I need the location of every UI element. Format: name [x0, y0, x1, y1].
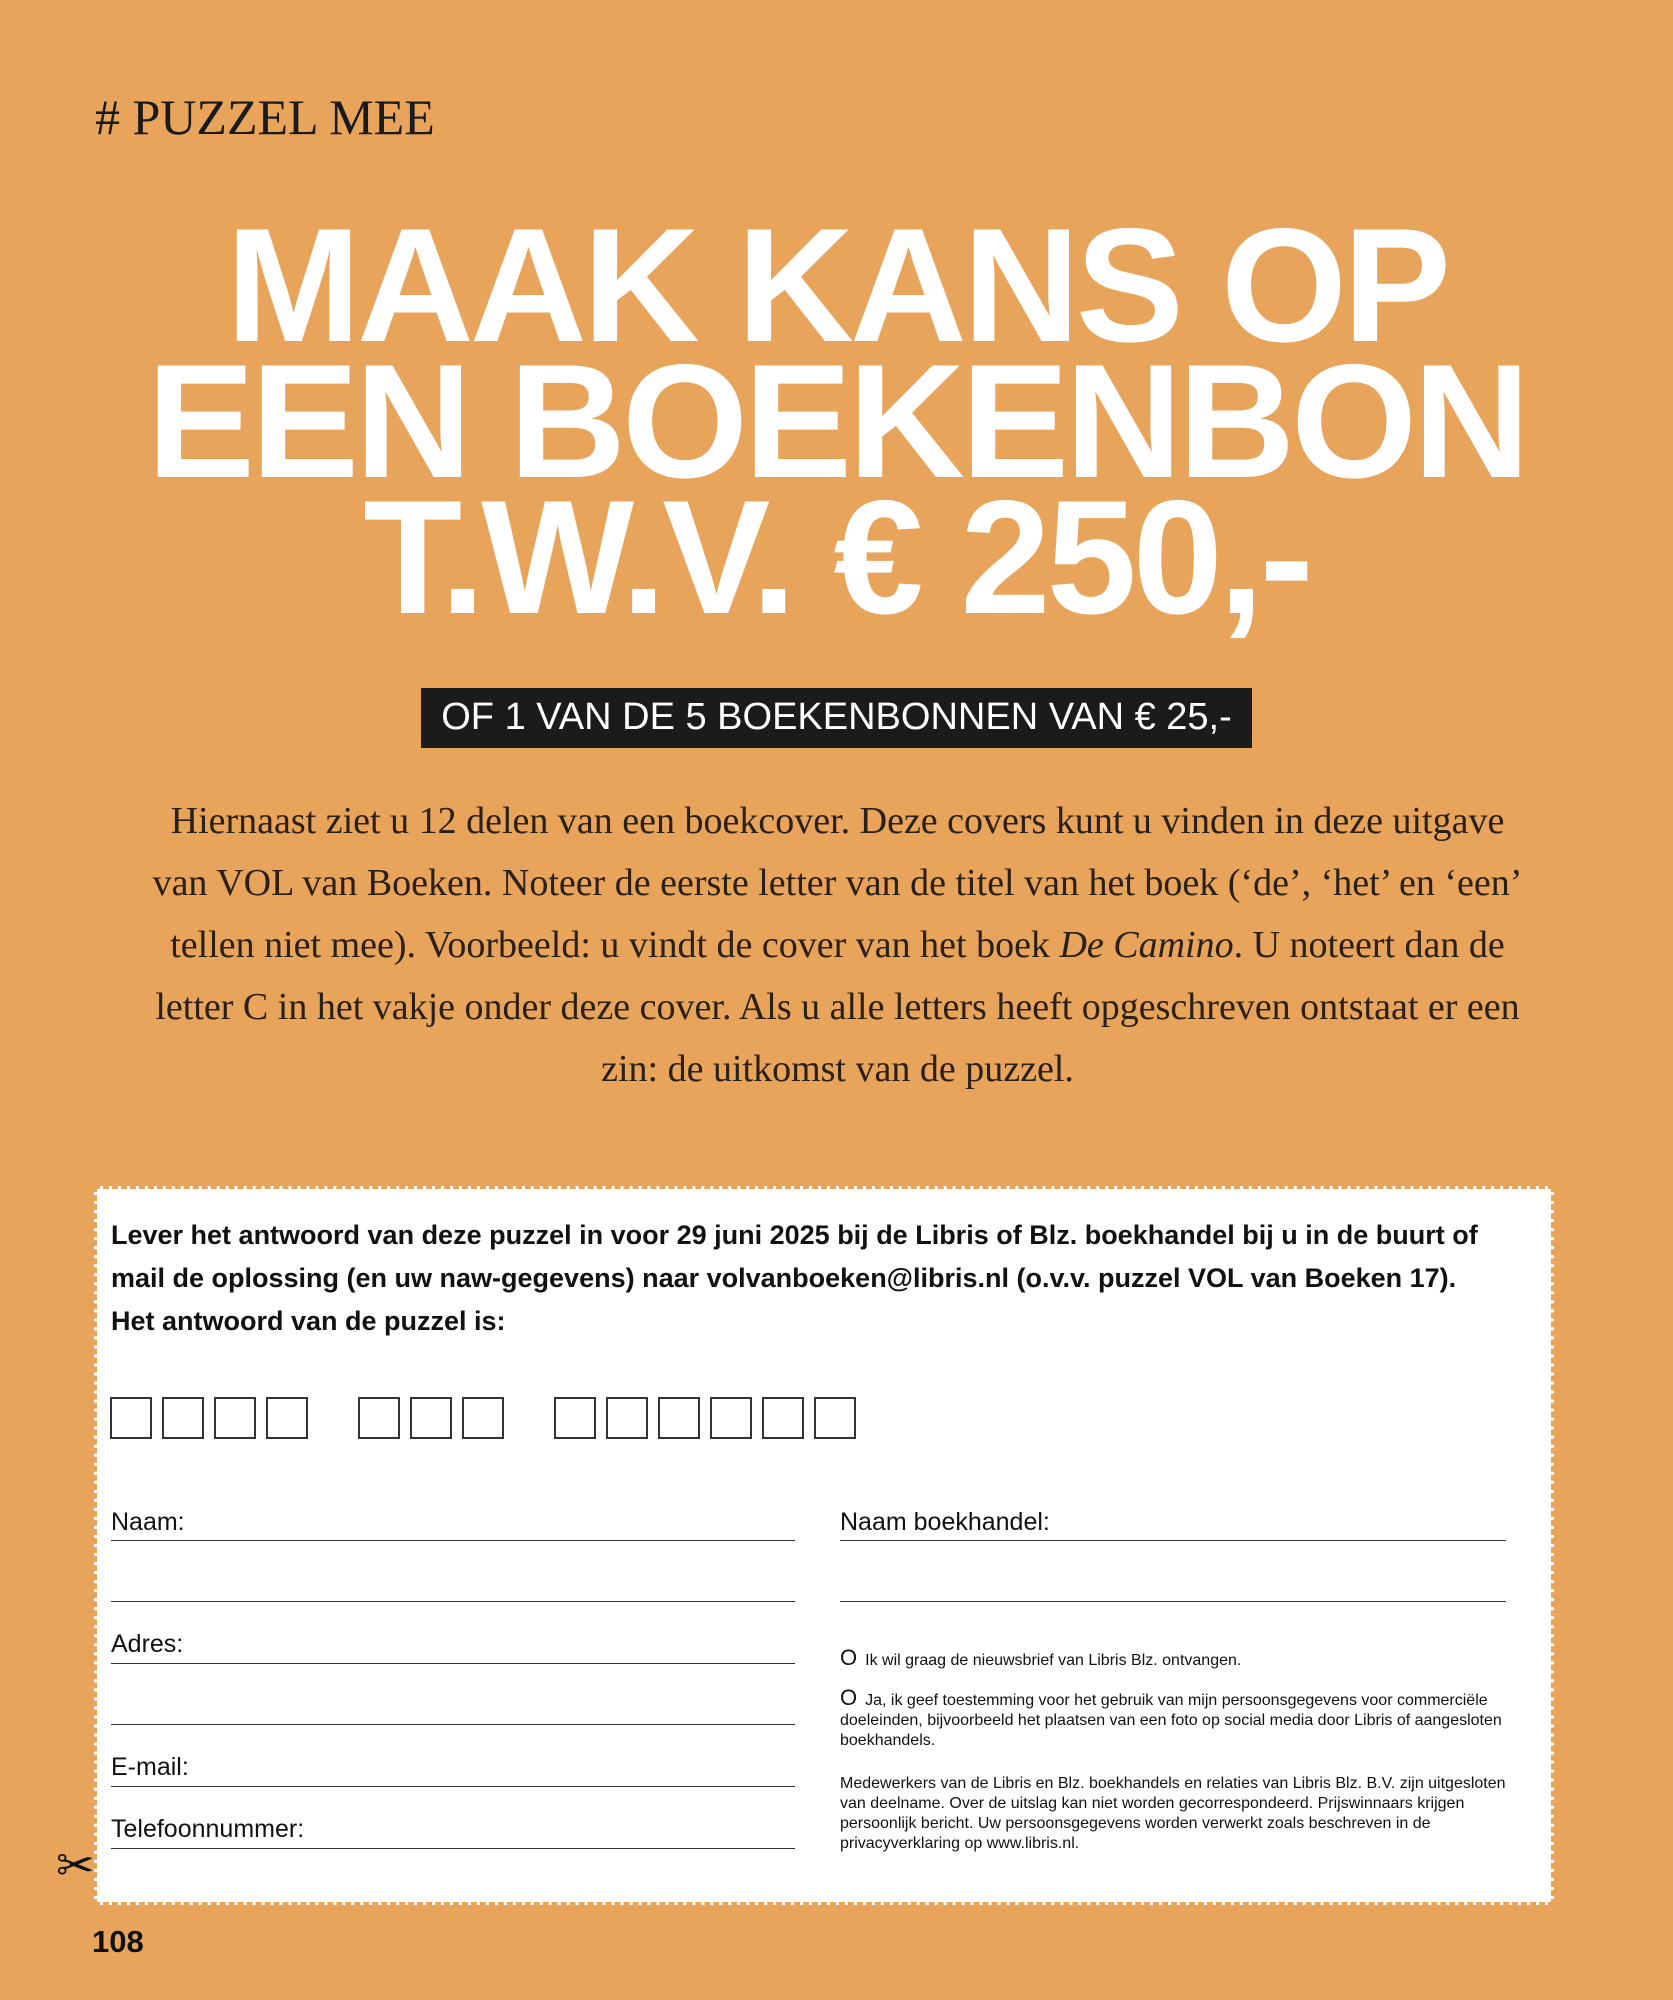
answer-letter-box[interactable] [710, 1397, 752, 1439]
email-label: E-mail: [111, 1753, 189, 1781]
answer-letter-box[interactable] [266, 1397, 308, 1439]
address-line-1[interactable] [111, 1663, 795, 1664]
headline-line-3: T.W.V. € 250,- [363, 467, 1310, 648]
answer-letter-box[interactable] [110, 1397, 152, 1439]
name-line-2[interactable] [111, 1601, 795, 1602]
name-line-1[interactable] [111, 1540, 795, 1541]
email-line[interactable] [111, 1786, 795, 1787]
answer-letter-box[interactable] [658, 1397, 700, 1439]
form-instructions [111, 1214, 1531, 1343]
address-label: Adres: [111, 1630, 184, 1658]
intro-text-2: . U noteert dan de letter C in het vakje onder deze cover. Als u alle letters heeft opgeschreven ontstaat er een zin: de uitkomst van de puzzel. [155, 924, 1520, 1090]
bookstore-line-2[interactable] [840, 1601, 1506, 1602]
bookstore-label: Naam boekhandel: [840, 1508, 1050, 1536]
answer-label: Het antwoord van de puzzel is: [111, 1306, 506, 1336]
consent-option[interactable] [840, 1685, 1530, 1751]
disclaimer: Medewerkers van de Libris en Blz. boekhandels en relaties van Libris Blz. B.V. zijn uitgesloten van deelname. Over de uitslag kan niet worden gecorrespondeerd. Prijswinnaars krijgen persoonlijk bericht. Uw persoonsgegevens worden verwerkt zoals beschreven in de privacyverklaring op www.libris.nl. [840, 1775, 1506, 1852]
answer-letter-box[interactable] [762, 1397, 804, 1439]
address-line-2[interactable] [111, 1724, 795, 1725]
instructions-line-2: mail de oplossing (en uw naw-gegevens) naar volvanboeken@libris.nl (o.v.v. puzzel VOL van Boeken 17). [111, 1263, 1457, 1293]
answer-letter-box[interactable] [358, 1397, 400, 1439]
headline-line-2: EEN BOEKENBON [146, 331, 1527, 512]
newsletter-text: Ik wil graag de nieuwsbrief van Libris Blz. ontvangen. [865, 1652, 1242, 1669]
answer-letter-box[interactable] [214, 1397, 256, 1439]
newsletter-option[interactable] [840, 1645, 1530, 1671]
intro-paragraph [140, 790, 1535, 1100]
newsletter-checkbox[interactable]: O [840, 1645, 858, 1670]
section-tag: # PUZZEL MEE [95, 89, 435, 145]
consent-checkbox[interactable]: O [840, 1685, 858, 1710]
intro-text-1: Hiernaast ziet u 12 delen van een boekcover. Deze covers kunt u vinden in deze uitgave van VOL van Boeken. Noteer de eerste letter van de titel van het boek (‘de’, ‘het’ en ‘een’ tellen niet mee). Voorbeeld: u vindt de cover van het boek [152, 800, 1523, 966]
subheadline-bar: OF 1 VAN DE 5 BOEKENBONNEN VAN € 25,- [421, 688, 1252, 748]
phone-label: Telefoonnummer: [111, 1815, 305, 1843]
intro-book-title: De Camino [1059, 924, 1234, 966]
consent-text: Ja, ik geef toestemming voor het gebruik van mijn persoonsgegevens voor commerciële doeleinden, bijvoorbeeld het plaatsen van een foto op social media door Libris of aangesloten boekhandels. [840, 1692, 1502, 1749]
headline-line-1: MAAK KANS OP [225, 195, 1448, 376]
scissors-icon: ✂ [56, 1839, 95, 1891]
answer-letter-box[interactable] [814, 1397, 856, 1439]
page-number: 108 [92, 1924, 144, 1959]
answer-letter-box[interactable] [162, 1397, 204, 1439]
phone-line[interactable] [111, 1848, 795, 1849]
answer-letter-box[interactable] [462, 1397, 504, 1439]
headline [0, 195, 1673, 648]
instructions-line-1: Lever het antwoord van deze puzzel in voor 29 juni 2025 bij de Libris of Blz. boekhandel bij u in de buurt of [111, 1220, 1478, 1250]
answer-letter-box[interactable] [554, 1397, 596, 1439]
answer-letter-box[interactable] [410, 1397, 452, 1439]
answer-letter-box[interactable] [606, 1397, 648, 1439]
name-label: Naam: [111, 1508, 185, 1536]
bookstore-line-1[interactable] [840, 1540, 1506, 1541]
